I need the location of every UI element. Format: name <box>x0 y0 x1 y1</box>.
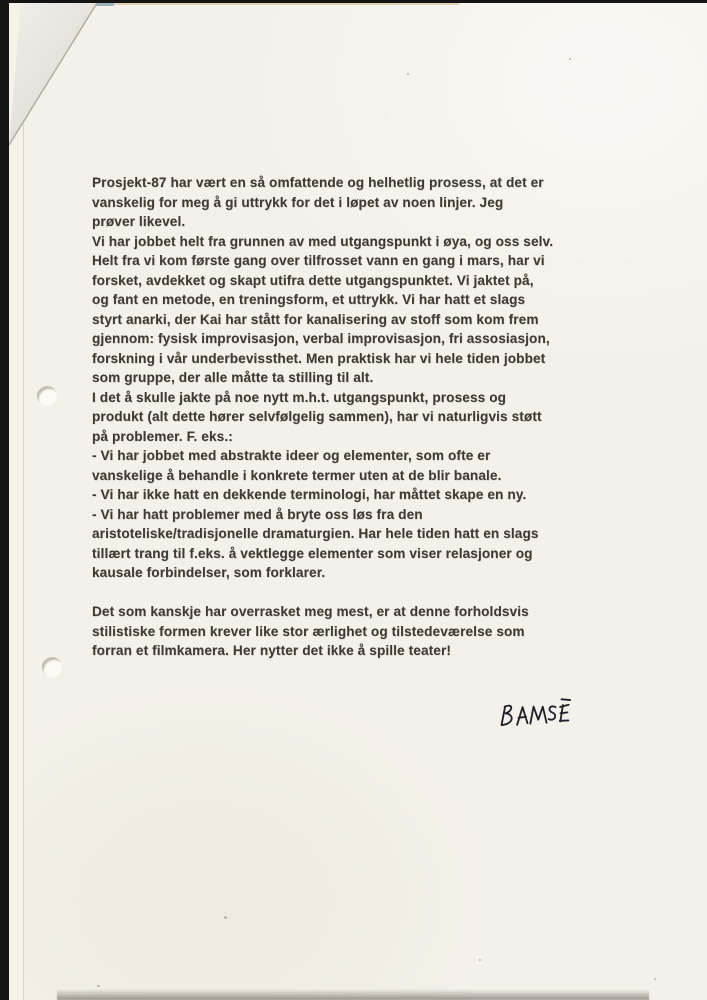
text-line: Helt fra vi kom første gang over tilfrosset vann en gang i mars, har vi <box>92 253 545 268</box>
text-line: stilistiske formen krever like stor ærlighet og tilstedeværelse som <box>92 623 525 639</box>
text-line: Det som kanskje har overrasket meg mest, er at denne forholdsvis <box>92 604 529 619</box>
text-line: på problemer. F. eks.: <box>92 428 233 444</box>
paper-speck <box>407 73 409 75</box>
text-line: vanskelig for meg å gi uttrykk for det i løpet av noen linjer. Jeg <box>92 194 504 210</box>
hole-punch-bottom <box>42 657 62 677</box>
text-line: - Vi har hatt problemer med å bryte oss løs fra den <box>92 506 423 522</box>
folded-corner <box>9 3 104 149</box>
text-line: Prosjekt-87 har vært en så omfattende og helhetlig prosess, at det er <box>92 175 544 190</box>
text-line: Vi har jobbet helt fra grunnen av med utgangspunkt i øya, og oss selv. <box>92 233 554 249</box>
paper-speck <box>479 959 481 961</box>
text-line: styrt anarki, der Kai har stått for kanalisering av stoff som kom frem <box>92 311 539 327</box>
text-line: - Vi har ikke hatt en dekkende terminologi, har måttet skape en ny. <box>92 487 527 502</box>
bottom-scan-shadow <box>57 989 649 1000</box>
text-line: forskning i vår underbevissthet. Men praktisk har vi hele tiden jobbet <box>92 350 546 366</box>
text-line: I det å skulle jakte på noe nytt m.h.t. utgangspunkt, prosess og <box>92 389 507 405</box>
text-line: aristoteliske/tradisjonelle dramaturgien. Har hele tiden hatt en slags <box>92 526 539 541</box>
text-line-blank <box>92 583 672 603</box>
paper-speck <box>224 916 227 919</box>
paper-page <box>9 3 707 1000</box>
text-line: - Vi har jobbet med abstrakte ideer og elementer, som ofte er <box>92 448 491 463</box>
paper-speck <box>97 985 100 987</box>
text-line: forsket, avdekket og skapt utifra dette utgangspunktet. Vi jaktet på, <box>92 272 534 288</box>
text-line: og fant en metode, en treningsform, et uttrykk. Vi har hatt et slags <box>92 292 526 307</box>
underlying-page-edge <box>9 3 24 1000</box>
text-line: produkt (alt dette hører selvfølgelig sammen), har vi naturligvis støtt <box>92 409 542 424</box>
hole-punch-top <box>37 386 57 406</box>
text-line: gjennom: fysisk improvisasjon, verbal improvisasjon, fri assosiasjon, <box>92 331 550 346</box>
text-line: kausale forbindelser, som forklarer. <box>92 565 326 580</box>
signature-handwritten <box>493 695 573 731</box>
text-line: som gruppe, der alle måtte ta stilling til alt. <box>92 370 374 385</box>
text-line: prøver likevel. <box>92 214 186 229</box>
text-line: vanskelige å behandle i konkrete termer uten at de blir banale. <box>92 467 502 483</box>
text-line: forran et filmkamera. Her nytter det ikke å spille teater! <box>92 643 452 658</box>
scan-edge-artifact-tan <box>114 3 459 5</box>
text-line: tillært trang til f.eks. å vektlegge elementer som viser relasjoner og <box>92 545 533 561</box>
paper-speck <box>654 978 656 980</box>
paper-speck <box>569 58 571 60</box>
typewritten-text <box>92 173 672 661</box>
